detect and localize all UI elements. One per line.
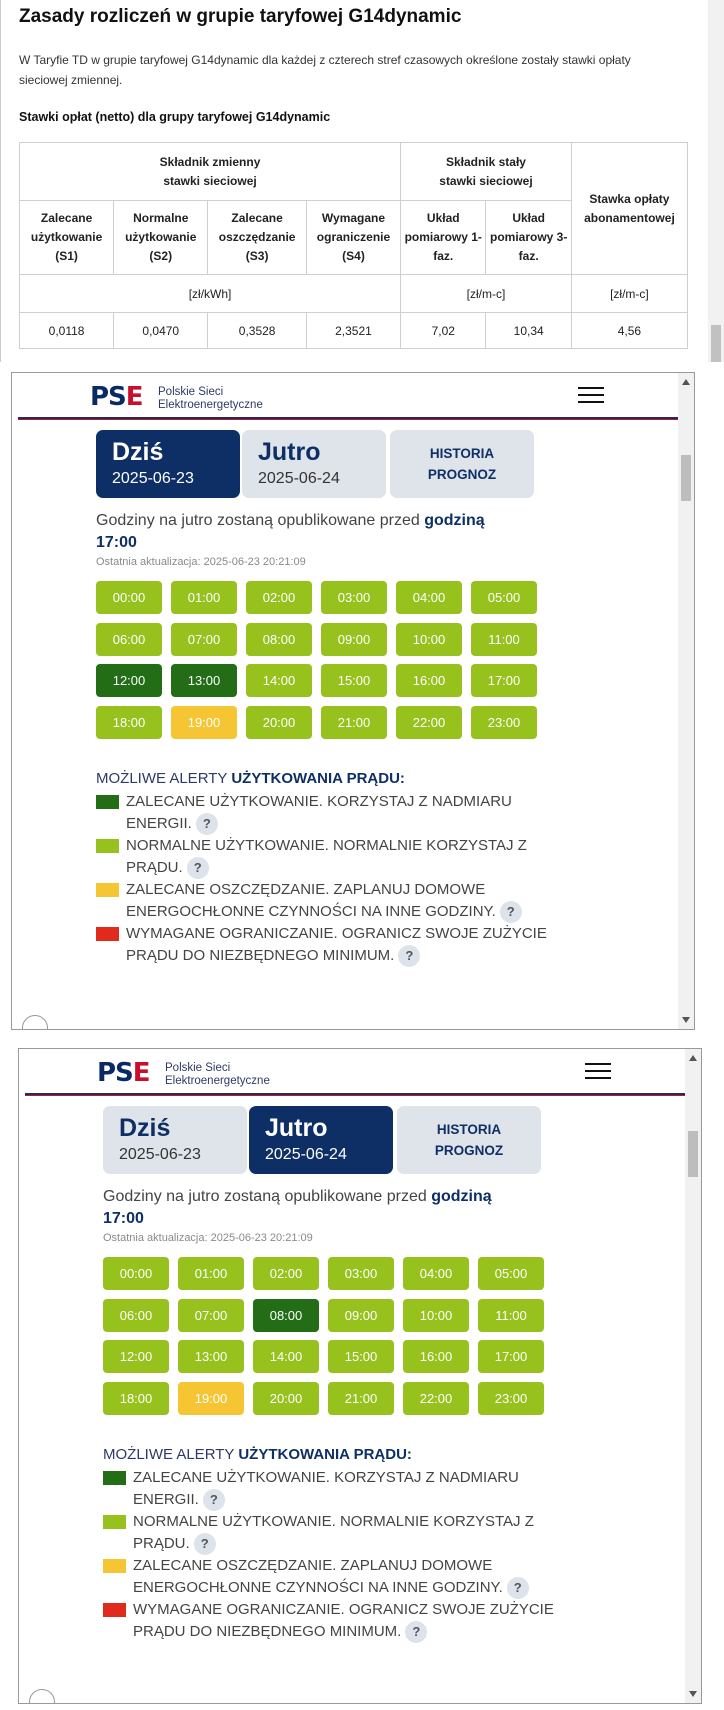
hour-cell[interactable]: 02:00	[246, 581, 312, 614]
help-icon[interactable]: ?	[500, 901, 522, 923]
header-variable-component: Składnik zmienny stawki sieciowej	[20, 143, 401, 201]
tab-history-label: HISTORIA PROGNOZ	[427, 446, 497, 482]
legend-swatch	[96, 795, 119, 809]
value-s2: 0,0470	[114, 313, 208, 349]
panel-scrollbar[interactable]	[678, 373, 694, 1029]
help-icon[interactable]: ?	[196, 813, 218, 835]
table-caption: Stawki opłat (netto) dla grupy taryfowej G14dynamic	[19, 110, 331, 124]
help-icon[interactable]: ?	[398, 945, 420, 967]
help-icon[interactable]: ?	[187, 857, 209, 879]
hour-cell[interactable]: 16:00	[396, 664, 462, 697]
legend-text: ZALECANE OSZCZĘDZANIE. ZAPLANUJ DOMOWE ENERGOCHŁONNE CZYNNOŚCI NA INNE GODZINY. ?	[126, 879, 556, 923]
scrollbar-thumb[interactable]	[711, 325, 721, 362]
legend-swatch	[103, 1559, 126, 1573]
header-divider	[18, 417, 678, 420]
publish-note: Godziny na jutro zostaną opublikowane przed godziną 17:00	[96, 512, 485, 551]
header-fixed-component: Składnik stały stawki sieciowej	[401, 143, 572, 201]
article-intro: W Taryfie TD w grupie taryfowej G14dynamic dla każdej z czterech stref czasowych określone zostały stawki opłaty sieciowej zmiennej.	[19, 53, 631, 87]
tab-tomorrow-date: 2025-06-24	[258, 470, 340, 487]
hour-cell[interactable]: 14:00	[246, 664, 312, 697]
hour-cell[interactable]: 18:00	[103, 1382, 169, 1415]
value-s1: 0,0118	[20, 313, 114, 349]
hour-cell[interactable]: 19:00	[171, 706, 237, 739]
hour-cell[interactable]: 01:00	[178, 1257, 244, 1290]
hour-cell[interactable]: 23:00	[471, 706, 537, 739]
header-1phase: Układ pomiarowy 1-faz.	[401, 201, 486, 275]
last-update: Ostatnia aktualizacja: 2025-06-23 20:21:09	[103, 1232, 313, 1244]
scroll-up-icon[interactable]	[682, 379, 690, 385]
tab-history-label: HISTORIA PROGNOZ	[434, 1122, 504, 1158]
hour-cell[interactable]: 04:00	[396, 581, 462, 614]
tab-today-date: 2025-06-23	[119, 1146, 201, 1163]
tab-today[interactable]	[103, 1106, 247, 1174]
hour-cell[interactable]: 04:00	[403, 1257, 469, 1290]
hour-cell[interactable]: 00:00	[103, 1257, 169, 1290]
hour-cell[interactable]: 17:00	[478, 1340, 544, 1373]
hour-cell[interactable]: 05:00	[471, 581, 537, 614]
value-3phase: 10,34	[486, 313, 571, 349]
scroll-down-icon[interactable]	[689, 1691, 697, 1697]
hour-cell[interactable]: 02:00	[253, 1257, 319, 1290]
hour-cell[interactable]: 00:00	[96, 581, 162, 614]
value-s3: 0,3528	[208, 313, 307, 349]
tab-history[interactable]	[397, 1106, 541, 1174]
hour-cell[interactable]: 21:00	[328, 1382, 394, 1415]
tab-today-label: Dziś	[119, 1114, 171, 1142]
publish-note: Godziny na jutro zostaną opublikowane przed godziną 17:00	[103, 1188, 492, 1227]
hour-cell[interactable]: 09:00	[321, 623, 387, 656]
scrollbar-thumb[interactable]	[681, 455, 691, 501]
hour-cell[interactable]: 16:00	[403, 1340, 469, 1373]
hour-cell[interactable]: 20:00	[246, 706, 312, 739]
pse-panel-today	[11, 372, 695, 1030]
legend-text: ZALECANE UŻYTKOWANIE. KORZYSTAJ Z NADMIARU ENERGII. ?	[126, 791, 556, 835]
pse-logo-mark: PSE	[97, 1058, 150, 1088]
header-s3: Zalecane oszczędzanie (S3)	[208, 201, 307, 275]
article-title: Zasady rozliczeń w grupie taryfowej G14dynamic	[19, 6, 462, 27]
hour-grid	[96, 581, 556, 753]
hour-cell[interactable]: 10:00	[396, 623, 462, 656]
menu-icon[interactable]	[585, 1061, 611, 1081]
article-scrollbar[interactable]	[708, 0, 724, 362]
tab-tomorrow-label: Jutro	[258, 438, 321, 466]
hour-grid	[103, 1257, 563, 1429]
legend-swatch	[96, 927, 119, 941]
hour-cell[interactable]: 20:00	[253, 1382, 319, 1415]
hour-cell[interactable]: 10:00	[403, 1299, 469, 1332]
legend-text: ZALECANE UŻYTKOWANIE. KORZYSTAJ Z NADMIARU ENERGII. ?	[133, 1467, 563, 1511]
legend-swatch	[103, 1603, 126, 1617]
circle-icon	[22, 1015, 48, 1030]
tab-tomorrow-label: Jutro	[265, 1114, 328, 1142]
hour-cell[interactable]: 17:00	[471, 664, 537, 697]
tariff-article	[0, 0, 724, 362]
legend-text: NORMALNE UŻYTKOWANIE. NORMALNIE KORZYSTAJ Z PRĄDU. ?	[126, 835, 556, 879]
rate-table	[19, 142, 688, 349]
hour-cell[interactable]: 06:00	[103, 1299, 169, 1332]
tab-history[interactable]	[390, 430, 534, 498]
help-icon[interactable]: ?	[405, 1621, 427, 1643]
value-subscription: 4,56	[571, 313, 687, 349]
scrollbar-thumb[interactable]	[688, 1131, 698, 1177]
header-s1: Zalecane użytkowanie (S1)	[20, 201, 114, 275]
legend-swatch	[103, 1471, 126, 1485]
scroll-up-icon[interactable]	[689, 1055, 697, 1061]
hour-cell[interactable]: 14:00	[253, 1340, 319, 1373]
hour-cell[interactable]: 06:00	[96, 623, 162, 656]
pse-logo-mark: PSE	[90, 382, 143, 412]
legend-title: MOŻLIWE ALERTY UŻYTKOWANIA PRĄDU:	[103, 1446, 412, 1463]
hour-cell[interactable]: 13:00	[178, 1340, 244, 1373]
tab-tomorrow[interactable]	[249, 1106, 393, 1174]
tab-tomorrow[interactable]	[242, 430, 386, 498]
value-1phase: 7,02	[401, 313, 486, 349]
pse-logo[interactable]	[97, 1059, 297, 1089]
unit-fixed: [zł/m-c]	[401, 275, 572, 313]
unit-variable: [zł/kWh]	[20, 275, 401, 313]
help-icon[interactable]: ?	[507, 1577, 529, 1599]
value-s4: 2,3521	[306, 313, 400, 349]
hour-cell[interactable]: 22:00	[396, 706, 462, 739]
legend-title: MOŻLIWE ALERTY UŻYTKOWANIA PRĄDU:	[96, 770, 405, 787]
help-icon[interactable]: ?	[203, 1489, 225, 1511]
hour-cell[interactable]: 11:00	[478, 1299, 544, 1332]
hour-cell[interactable]: 19:00	[178, 1382, 244, 1415]
hour-cell[interactable]: 15:00	[328, 1340, 394, 1373]
hour-cell[interactable]: 01:00	[171, 581, 237, 614]
legend-swatch	[96, 839, 119, 853]
header-subscription: Stawka opłaty abonamentowej	[571, 143, 687, 275]
header-s2: Normalne użytkowanie (S2)	[114, 201, 208, 275]
panel-scrollbar[interactable]	[685, 1049, 701, 1703]
tab-today[interactable]	[96, 430, 240, 498]
menu-icon[interactable]	[578, 385, 604, 405]
legend-swatch	[96, 883, 119, 897]
pse-panel-tomorrow	[18, 1048, 702, 1704]
hour-cell[interactable]: 07:00	[171, 623, 237, 656]
circle-icon	[29, 1689, 55, 1704]
hour-cell[interactable]: 11:00	[471, 623, 537, 656]
hour-cell[interactable]: 12:00	[103, 1340, 169, 1373]
hour-cell[interactable]: 03:00	[321, 581, 387, 614]
pse-logo-name: Polskie Sieci Elektroenergetyczne	[158, 386, 263, 411]
tab-today-date: 2025-06-23	[112, 470, 194, 487]
scroll-down-icon[interactable]	[682, 1017, 690, 1023]
tab-tomorrow-date: 2025-06-24	[265, 1146, 347, 1163]
hour-cell[interactable]: 23:00	[478, 1382, 544, 1415]
unit-subscription: [zł/m-c]	[571, 275, 687, 313]
hour-cell[interactable]: 05:00	[478, 1257, 544, 1290]
legend-text: NORMALNE UŻYTKOWANIE. NORMALNIE KORZYSTAJ Z PRĄDU. ?	[133, 1511, 563, 1555]
legend-text: WYMAGANE OGRANICZANIE. OGRANICZ SWOJE ZUŻYCIE PRĄDU DO NIEZBĘDNEGO MINIMUM. ?	[133, 1599, 563, 1643]
pse-logo-name: Polskie Sieci Elektroenergetyczne	[165, 1062, 270, 1087]
hour-cell[interactable]: 09:00	[328, 1299, 394, 1332]
hour-cell[interactable]: 08:00	[253, 1299, 319, 1332]
hour-cell[interactable]: 21:00	[321, 706, 387, 739]
site-header	[12, 373, 680, 421]
legend-text: ZALECANE OSZCZĘDZANIE. ZAPLANUJ DOMOWE ENERGOCHŁONNE CZYNNOŚCI NA INNE GODZINY. ?	[133, 1555, 563, 1599]
hour-cell[interactable]: 18:00	[96, 706, 162, 739]
header-3phase: Układ pomiarowy 3-faz.	[486, 201, 571, 275]
help-icon[interactable]: ?	[194, 1533, 216, 1555]
hour-cell[interactable]: 03:00	[328, 1257, 394, 1290]
legend-text: WYMAGANE OGRANICZANIE. OGRANICZ SWOJE ZUŻYCIE PRĄDU DO NIEZBĘDNEGO MINIMUM. ?	[126, 923, 556, 967]
header-s4: Wymagane ograniczenie (S4)	[306, 201, 400, 275]
hour-cell[interactable]: 08:00	[246, 623, 312, 656]
site-header	[19, 1049, 687, 1097]
header-divider	[25, 1093, 685, 1096]
last-update: Ostatnia aktualizacja: 2025-06-23 20:21:09	[96, 556, 306, 568]
hour-cell[interactable]: 22:00	[403, 1382, 469, 1415]
pse-logo[interactable]	[90, 383, 290, 413]
tab-today-label: Dziś	[112, 438, 164, 466]
legend-swatch	[103, 1515, 126, 1529]
hour-cell[interactable]: 15:00	[321, 664, 387, 697]
hour-cell[interactable]: 12:00	[96, 664, 162, 697]
hour-cell[interactable]: 13:00	[171, 664, 237, 697]
hour-cell[interactable]: 07:00	[178, 1299, 244, 1332]
